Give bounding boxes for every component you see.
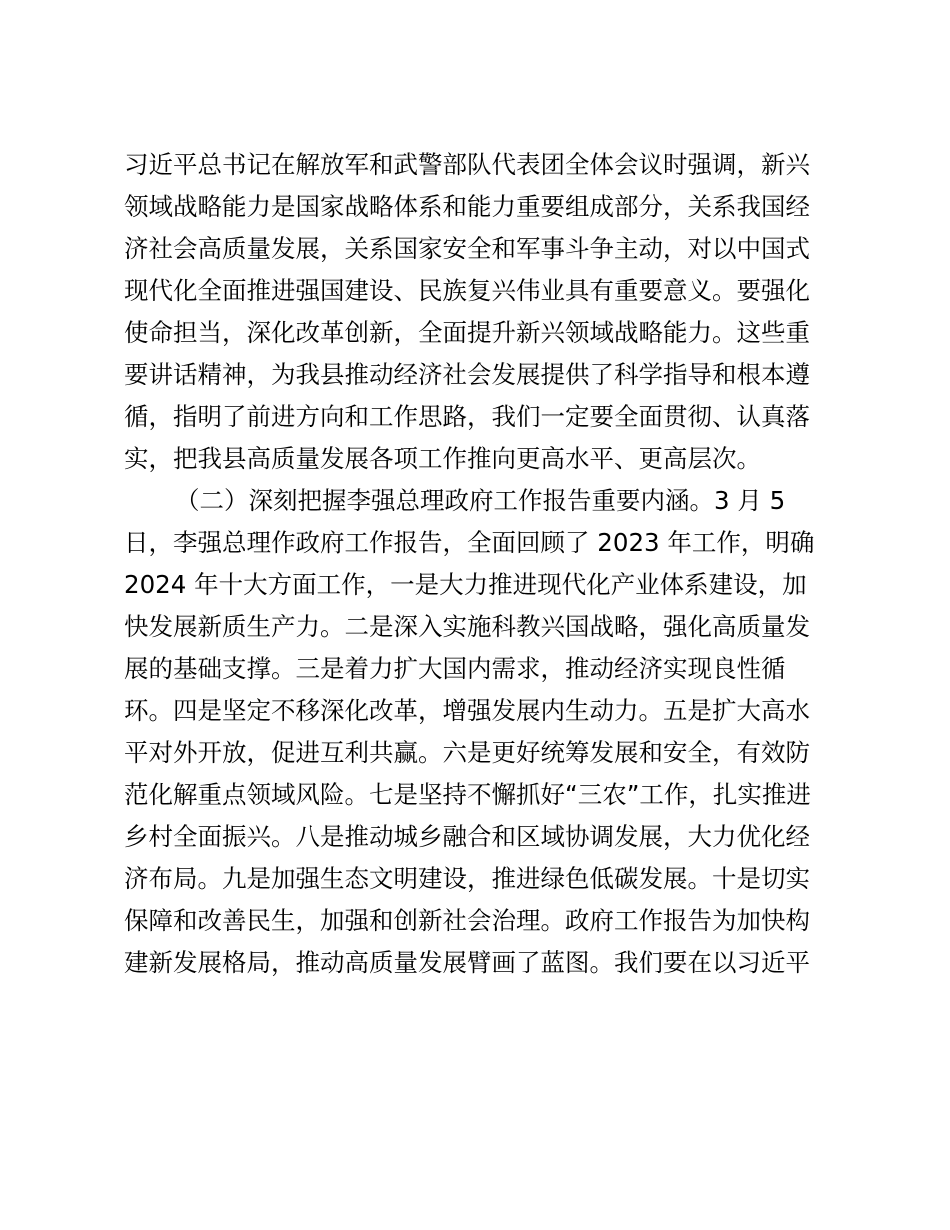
text-line: 展的基础支撑。三是着力扩大国内需求，推动经济实现良性循	[124, 654, 786, 683]
text-line: 保障和改善民生，加强和创新社会治理。政府工作报告为加快构	[124, 906, 810, 935]
text-line: 2024 年十大方面工作，一是大力推进现代化产业体系建设，加	[124, 570, 807, 599]
text-line: 要讲话精神，为我县推动经济社会发展提供了科学指导和根本遵	[124, 360, 810, 389]
text-line: 领域战略能力是国家战略体系和能力重要组成部分，关系我国经	[124, 192, 810, 221]
text-line: 日，李强总理作政府工作报告，全面回顾了 2023 年工作，明确	[124, 528, 815, 557]
text-line: 使命担当，深化改革创新，全面提升新兴领域战略能力。这些重	[124, 318, 810, 347]
section-heading-line: （二）深刻把握李强总理政府工作报告重要内涵。3 月 5	[175, 486, 786, 515]
text-line: 快发展新质生产力。二是深入实施科教兴国战略，强化高质量发	[124, 612, 810, 641]
text-line: 范化解重点领域风险。七是坚持不懈抓好“三农”工作，扎实推进	[124, 780, 811, 809]
text-line: 循，指明了前进方向和工作思路，我们一定要全面贯彻、认真落	[124, 402, 810, 431]
body-text	[124, 144, 824, 984]
text-line: 现代化全面推进强国建设、民族复兴伟业具有重要意义。要强化	[124, 276, 810, 305]
text-line: 济布局。九是加强生态文明建设，推进绿色低碳发展。十是切实	[124, 864, 810, 893]
text-line: 乡村全面振兴。八是推动城乡融合和区域协调发展，大力优化经	[124, 822, 810, 851]
text-line: 习近平总书记在解放军和武警部队代表团全体会议时强调，新兴	[124, 150, 810, 179]
text-line: 实，把我县高质量发展各项工作推向更高水平、更高层次。	[124, 444, 761, 473]
text-line: 济社会高质量发展，关系国家安全和军事斗争主动，对以中国式	[124, 234, 810, 263]
text-line: 平对外开放，促进互利共赢。六是更好统筹发展和安全，有效防	[124, 738, 810, 767]
text-line: 环。四是坚定不移深化改革，增强发展内生动力。五是扩大高水	[124, 696, 810, 725]
text-line: 建新发展格局，推动高质量发展臂画了蓝图。我们要在以习近平	[124, 948, 810, 977]
